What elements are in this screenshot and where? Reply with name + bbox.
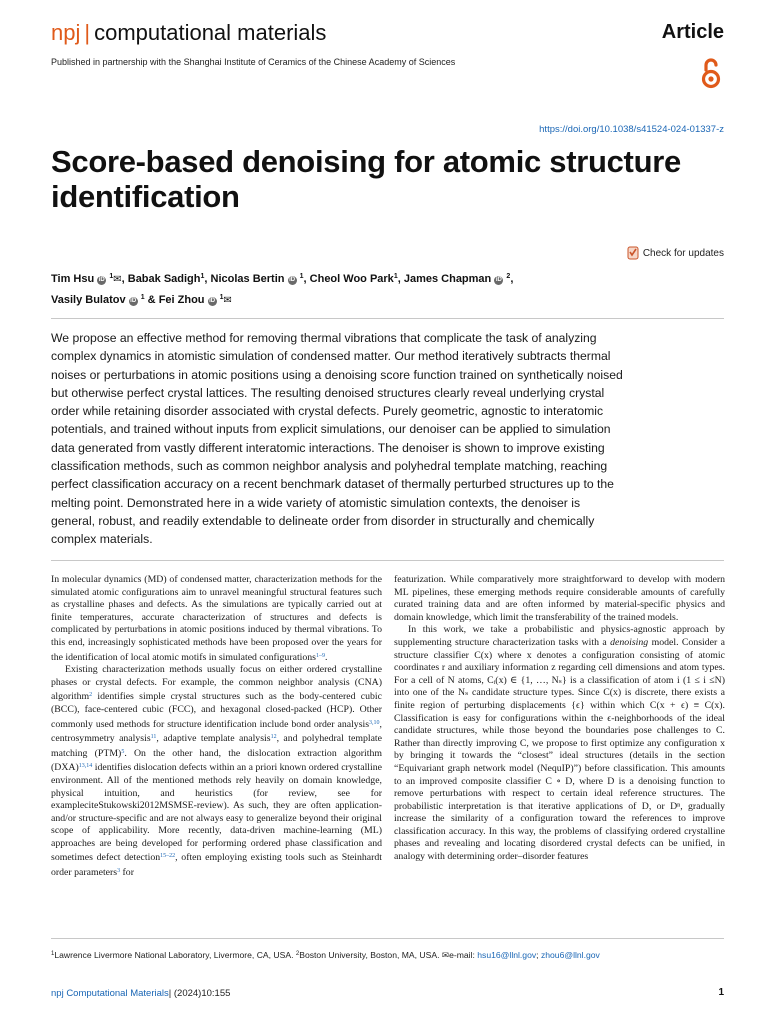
author-name[interactable]: James Chapman [403,273,492,285]
footer-volume: | (2024)10:155 [168,988,231,999]
author-separator: , [397,273,404,285]
body-column-right [394,574,725,864]
footnote-divider [51,938,724,939]
orcid-icon[interactable]: iD [209,298,216,304]
footer-citation [51,988,230,999]
citation-ref[interactable]: 12 [270,734,277,741]
check-updates-button[interactable] [627,246,724,260]
crossmark-icon [627,246,639,260]
body-paragraph: Existing characterization methods usually focus on either ordered crystalline phases or crystal defects. For example, the common neighbor analysis (CNA) algorithm$^2$ identifies simple crystal structures such as the body-centered cubic (BCC), face-centered cubic (FCC), and hexagonal closed-packed (HCP). Other commonly used methods for structure identification include bond order analysis$^{3,10}$, centrosymmetry analysis$^{11}$, adaptive template analysis$^{12}$, and polyhedral template matching (PTM)$^5$. On the other hand, the dislocation extraction algorithm (DXA)$^{13,14}$ identifies dislocation defects within an a priori known ordered crystalline environment. All of the mentioned methods rely heavily on domain knowledge, physical intuition, and heuristics (for review, see for exampleciteStukowski2012MSMSE-review). As such, they are often application- and/or structure-specific and are not always easy to generalize beyond their original scope of applicability. More recently, data-driven machine-learning (ML) approaches are being developed for performing ordered phase classification and sometimes defect detection$^{15-22}$, often employing existing tools such as Steinhardt order parameters$^3$ for [51,664,383,879]
orcid-icon[interactable]: iD [130,298,137,304]
footer-journal-link[interactable]: npj Computational Materials [51,988,169,999]
email-icon: ✉ [441,950,450,960]
journal-separator: | [84,20,91,45]
email-link-zhou[interactable]: zhou6@llnl.gov [540,950,600,960]
doi-link[interactable]: https://doi.org/10.1038/s41524-024-01337-z [539,124,724,135]
citation-ref[interactable]: 11 [150,734,157,741]
body-paragraph: In this work, we take a probabilistic and physics-agnostic approach by supplementing structure characterization tasks with a denoising model. Consider a structure classifier C(x) where x denotes a configuration consisting of atomic coordinates r and auxiliary information z regarding cell dimensions and atom types. For a cell of N atoms, Cᵢ(x) ∈ {1, …, Nₛ} is a classification of atom i (1 ≤ i ≤N) into one of the Nₛ candidate structure types. Since C(x) is discrete, there exists a finite region of perturbing displacements {ϵ} within which C(x + ϵ) ≡ C(x). Classification is easy for configurations within the ϵ-neighborhoods of the ideal candidate structures, while those beyond the boundaries pose challenges to C. Rather than directly improving C, we propose to first optimize any configuration x by bringing it towards the “closest” ideal structures (details in the section “Equivariant graph network model (NequIP)”) before classification. This amounts to an improved composite classifier C ∘ D, where D is a denoising function to remove perturbations with respect to certain ideal reference structures. The probabilistic interpretation is that iterative applications of D, or Dⁿ, gradually increase the similarity of a configuration toward the references to improve classification accuracy. In this way, the problems of classifying ordered crystalline phases and revealing and locating disordered crystal defects can be unified, in analogy with determining order–disorder features [394,624,725,863]
journal-prefix: npj [51,20,81,45]
affiliation-sup: 1 [200,273,205,280]
orcid-icon[interactable]: iD [495,277,502,283]
affiliations-footnote: $^1$Lawrence Livermore National Laboratory, Livermore, CA, USA. $^2$Boston University, Boston, MA, USA. ✉e-mail: hsu16@llnl.gov; zhou6@llnl.gov [51,950,600,960]
affiliation-sup: 1 [299,273,304,280]
page-number: 1 [718,987,724,998]
emphasis-denoising: denoising [610,636,649,648]
author-separator: , [510,273,514,285]
citation-ref[interactable]: 5 [121,748,125,755]
author-name[interactable]: Fei Zhou [158,294,205,306]
citation-ref[interactable]: 15–22 [160,853,176,860]
author-name[interactable]: Vasily Bulatov [51,294,126,306]
citation-ref[interactable]: 2 [89,692,93,699]
abstract-bottom-divider [51,560,724,561]
body-paragraph: featurization. While comparatively more straightforward to develop with modern ML pipelines, these emerging methods require considerable amounts of carefully curated training data and are often informed by material-specific physics and domain knowledge, which limit the transferability of the trained models. [394,574,725,623]
affiliation-sup: 1 [140,294,145,301]
affiliation-sup: 1 [109,273,114,280]
check-updates-label: Check for updates [642,247,724,259]
author-name[interactable]: Nicolas Bertin [210,273,285,285]
author-separator: , [121,273,128,285]
affiliation-sup: 2 [506,273,511,280]
author-separator: , [204,273,211,285]
abstract-text: We propose an effective method for removing thermal vibrations that complicate the task of analyzing complex dynamics in atomistic simulation of condensed matter. Our method iteratively subtracts thermal noises or perturbations in atomic positions using a denoising score function trained on synthetically noised but otherwise perfect crystal lattices. The resulting denoised structures clearly reveal underlying crystal order while retaining disorder associated with crystal defects. Purely geometric, agnostic to interatomic potentials, and trained without inputs from explicit simulations, our denoiser can be applied to simulation data generated from vastly different interatomic interactions. The denoiser is shown to improve existing classification methods, such as common neighbor analysis and polyhedral template matching, reaching perfect classification accuracy on a recent benchmark dataset of thermally perturbed structures up to the melting point. Demonstrated here in a wide variety of atomistic simulation contexts, the denoiser is general, robust, and readily extendable to delineate order from disorder in structurally and chemically complex materials. [51,331,623,547]
citation-ref[interactable]: 13,14 [78,763,93,770]
author-separator: , [303,273,310,285]
citation-ref[interactable]: 1–9 [316,652,325,659]
email-icon[interactable]: ✉ [223,295,232,306]
email-link-hsu[interactable]: hsu16@llnl.gov [477,950,537,960]
author-separator: & [144,294,159,306]
affiliation-sup: 1 [219,294,224,301]
author-name[interactable]: Babak Sadigh [127,273,201,285]
journal-brand[interactable] [51,20,326,46]
citation-ref[interactable]: 3 [117,868,121,875]
citation-ref[interactable]: 3,10 [369,719,380,726]
author-list [51,268,691,310]
email-icon[interactable]: ✉ [113,274,122,285]
article-title: Score-based denoising for atomic structure identification [51,144,681,214]
orcid-icon[interactable]: iD [289,277,296,283]
abstract-top-divider [51,318,724,319]
open-access-icon[interactable] [699,56,723,90]
author-name[interactable]: Cheol Woo Park [309,273,394,285]
article-type-label: Article [661,21,724,43]
body-column-left [51,574,382,880]
body-paragraph: In molecular dynamics (MD) of condensed matter, characterization methods for the simulated atomic configurations aim to unravel meaningful structural features such as crystalline phases and defects. As the simulations are typically carried out at finite temperatures, accurate characterization of structures and defects is complicated by perturbations in atomic positions induced by thermal vibrations. To this end, increasingly sophisticated methods have been proposed over the years for the identification of local atomic motifs in simulated configurations$^{1-9}$. [51,574,382,663]
partnership-note: Published in partnership with the Shanghai Institute of Ceramics of the Chinese Academy of Sciences [51,57,456,67]
affiliation-sup: 1 [393,273,398,280]
author-name[interactable]: Tim Hsu [51,273,95,285]
orcid-icon[interactable]: iD [98,277,105,283]
journal-name: computational materials [94,20,327,45]
journal-header [51,18,724,50]
